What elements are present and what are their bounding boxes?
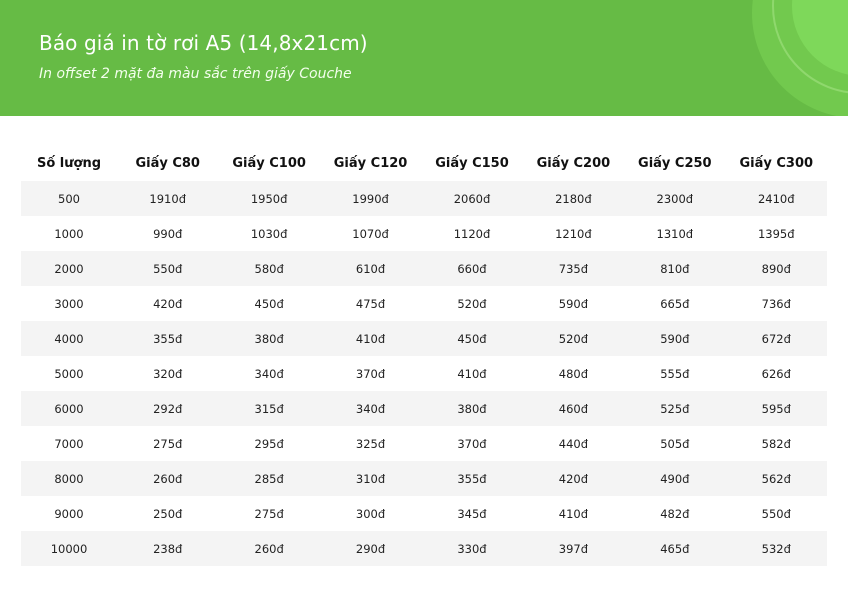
price-cell: 300đ bbox=[320, 496, 421, 531]
price-cell: 260đ bbox=[117, 461, 218, 496]
column-header: Số lượng bbox=[36, 155, 102, 171]
table-row bbox=[21, 251, 827, 286]
table-row bbox=[21, 426, 827, 461]
price-cell: 355đ bbox=[117, 321, 218, 356]
price-cell: 890đ bbox=[726, 251, 827, 286]
price-cell: 550đ bbox=[726, 496, 827, 531]
table-row bbox=[21, 461, 827, 496]
price-cell: 1030đ bbox=[218, 216, 319, 251]
quantity-cell: 2000 bbox=[21, 251, 117, 286]
price-cell: 1120đ bbox=[421, 216, 522, 251]
price-cell: 340đ bbox=[320, 391, 421, 426]
price-cell: 460đ bbox=[523, 391, 624, 426]
price-cell: 990đ bbox=[117, 216, 218, 251]
table-row bbox=[21, 181, 827, 216]
price-cell: 2300đ bbox=[624, 181, 725, 216]
price-cell: 665đ bbox=[624, 286, 725, 321]
table-row bbox=[21, 216, 827, 251]
quantity-cell: 7000 bbox=[21, 426, 117, 461]
price-cell: 340đ bbox=[218, 356, 319, 391]
price-cell: 580đ bbox=[218, 251, 319, 286]
price-cell: 238đ bbox=[117, 531, 218, 566]
price-cell: 285đ bbox=[218, 461, 319, 496]
price-cell: 250đ bbox=[117, 496, 218, 531]
price-cell: 355đ bbox=[421, 461, 522, 496]
quantity-cell: 4000 bbox=[21, 321, 117, 356]
price-cell: 397đ bbox=[523, 531, 624, 566]
column-header: Giấy C300 bbox=[739, 155, 814, 171]
table-row bbox=[21, 531, 827, 566]
price-cell: 315đ bbox=[218, 391, 319, 426]
price-cell: 1210đ bbox=[523, 216, 624, 251]
column-header: Giấy C120 bbox=[333, 155, 408, 171]
table-row bbox=[21, 286, 827, 321]
table-row bbox=[21, 391, 827, 426]
price-cell: 275đ bbox=[117, 426, 218, 461]
quantity-cell: 5000 bbox=[21, 356, 117, 391]
page-title: Báo giá in tờ rơi A5 (14,8x21cm) bbox=[39, 31, 368, 55]
table-header-row bbox=[21, 145, 827, 181]
price-cell: 380đ bbox=[421, 391, 522, 426]
price-cell: 325đ bbox=[320, 426, 421, 461]
price-cell: 292đ bbox=[117, 391, 218, 426]
price-cell: 480đ bbox=[523, 356, 624, 391]
price-cell: 660đ bbox=[421, 251, 522, 286]
page-subtitle: In offset 2 mặt đa màu sắc trên giấy Couche bbox=[39, 66, 352, 82]
price-cell: 290đ bbox=[320, 531, 421, 566]
price-cell: 2180đ bbox=[523, 181, 624, 216]
price-cell: 370đ bbox=[421, 426, 522, 461]
price-cell: 482đ bbox=[624, 496, 725, 531]
price-cell: 420đ bbox=[523, 461, 624, 496]
price-cell: 595đ bbox=[726, 391, 827, 426]
quantity-cell: 500 bbox=[21, 181, 117, 216]
column-header: Giấy C80 bbox=[135, 155, 200, 171]
price-cell: 672đ bbox=[726, 321, 827, 356]
column-header: Giấy C150 bbox=[435, 155, 509, 171]
quantity-cell: 10000 bbox=[21, 531, 117, 566]
price-cell: 520đ bbox=[523, 321, 624, 356]
price-cell: 310đ bbox=[320, 461, 421, 496]
table-body bbox=[21, 181, 827, 566]
price-cell: 810đ bbox=[624, 251, 725, 286]
price-cell: 2410đ bbox=[726, 181, 827, 216]
price-cell: 590đ bbox=[523, 286, 624, 321]
price-table bbox=[21, 145, 827, 566]
price-cell: 1395đ bbox=[726, 216, 827, 251]
price-cell: 1910đ bbox=[117, 181, 218, 216]
price-cell: 626đ bbox=[726, 356, 827, 391]
price-cell: 465đ bbox=[624, 531, 725, 566]
table-row bbox=[21, 321, 827, 356]
price-cell: 735đ bbox=[523, 251, 624, 286]
price-cell: 345đ bbox=[421, 496, 522, 531]
price-cell: 275đ bbox=[218, 496, 319, 531]
quantity-cell: 1000 bbox=[21, 216, 117, 251]
price-cell: 550đ bbox=[117, 251, 218, 286]
price-cell: 610đ bbox=[320, 251, 421, 286]
price-cell: 450đ bbox=[218, 286, 319, 321]
header-banner bbox=[0, 0, 848, 116]
price-cell: 450đ bbox=[421, 321, 522, 356]
quantity-cell: 8000 bbox=[21, 461, 117, 496]
price-cell: 440đ bbox=[523, 426, 624, 461]
price-cell: 525đ bbox=[624, 391, 725, 426]
column-header: Giấy C200 bbox=[536, 155, 611, 171]
price-cell: 260đ bbox=[218, 531, 319, 566]
price-table-container bbox=[21, 145, 827, 566]
price-cell: 380đ bbox=[218, 321, 319, 356]
price-cell: 475đ bbox=[320, 286, 421, 321]
price-cell: 2060đ bbox=[421, 181, 522, 216]
column-header: Giấy C250 bbox=[638, 155, 712, 171]
table-row bbox=[21, 356, 827, 391]
price-cell: 520đ bbox=[421, 286, 522, 321]
price-cell: 370đ bbox=[320, 356, 421, 391]
price-cell: 1310đ bbox=[624, 216, 725, 251]
price-cell: 1950đ bbox=[218, 181, 319, 216]
price-cell: 410đ bbox=[421, 356, 522, 391]
price-cell: 1990đ bbox=[320, 181, 421, 216]
price-cell: 420đ bbox=[117, 286, 218, 321]
price-cell: 320đ bbox=[117, 356, 218, 391]
quantity-cell: 3000 bbox=[21, 286, 117, 321]
column-header: Giấy C100 bbox=[232, 155, 306, 171]
price-cell: 295đ bbox=[218, 426, 319, 461]
price-cell: 562đ bbox=[726, 461, 827, 496]
table-row bbox=[21, 496, 827, 531]
price-cell: 582đ bbox=[726, 426, 827, 461]
price-cell: 410đ bbox=[320, 321, 421, 356]
quantity-cell: 6000 bbox=[21, 391, 117, 426]
price-cell: 736đ bbox=[726, 286, 827, 321]
price-cell: 555đ bbox=[624, 356, 725, 391]
price-cell: 490đ bbox=[624, 461, 725, 496]
price-cell: 1070đ bbox=[320, 216, 421, 251]
price-cell: 532đ bbox=[726, 531, 827, 566]
price-cell: 590đ bbox=[624, 321, 725, 356]
quantity-cell: 9000 bbox=[21, 496, 117, 531]
price-cell: 505đ bbox=[624, 426, 725, 461]
price-cell: 330đ bbox=[421, 531, 522, 566]
price-cell: 410đ bbox=[523, 496, 624, 531]
